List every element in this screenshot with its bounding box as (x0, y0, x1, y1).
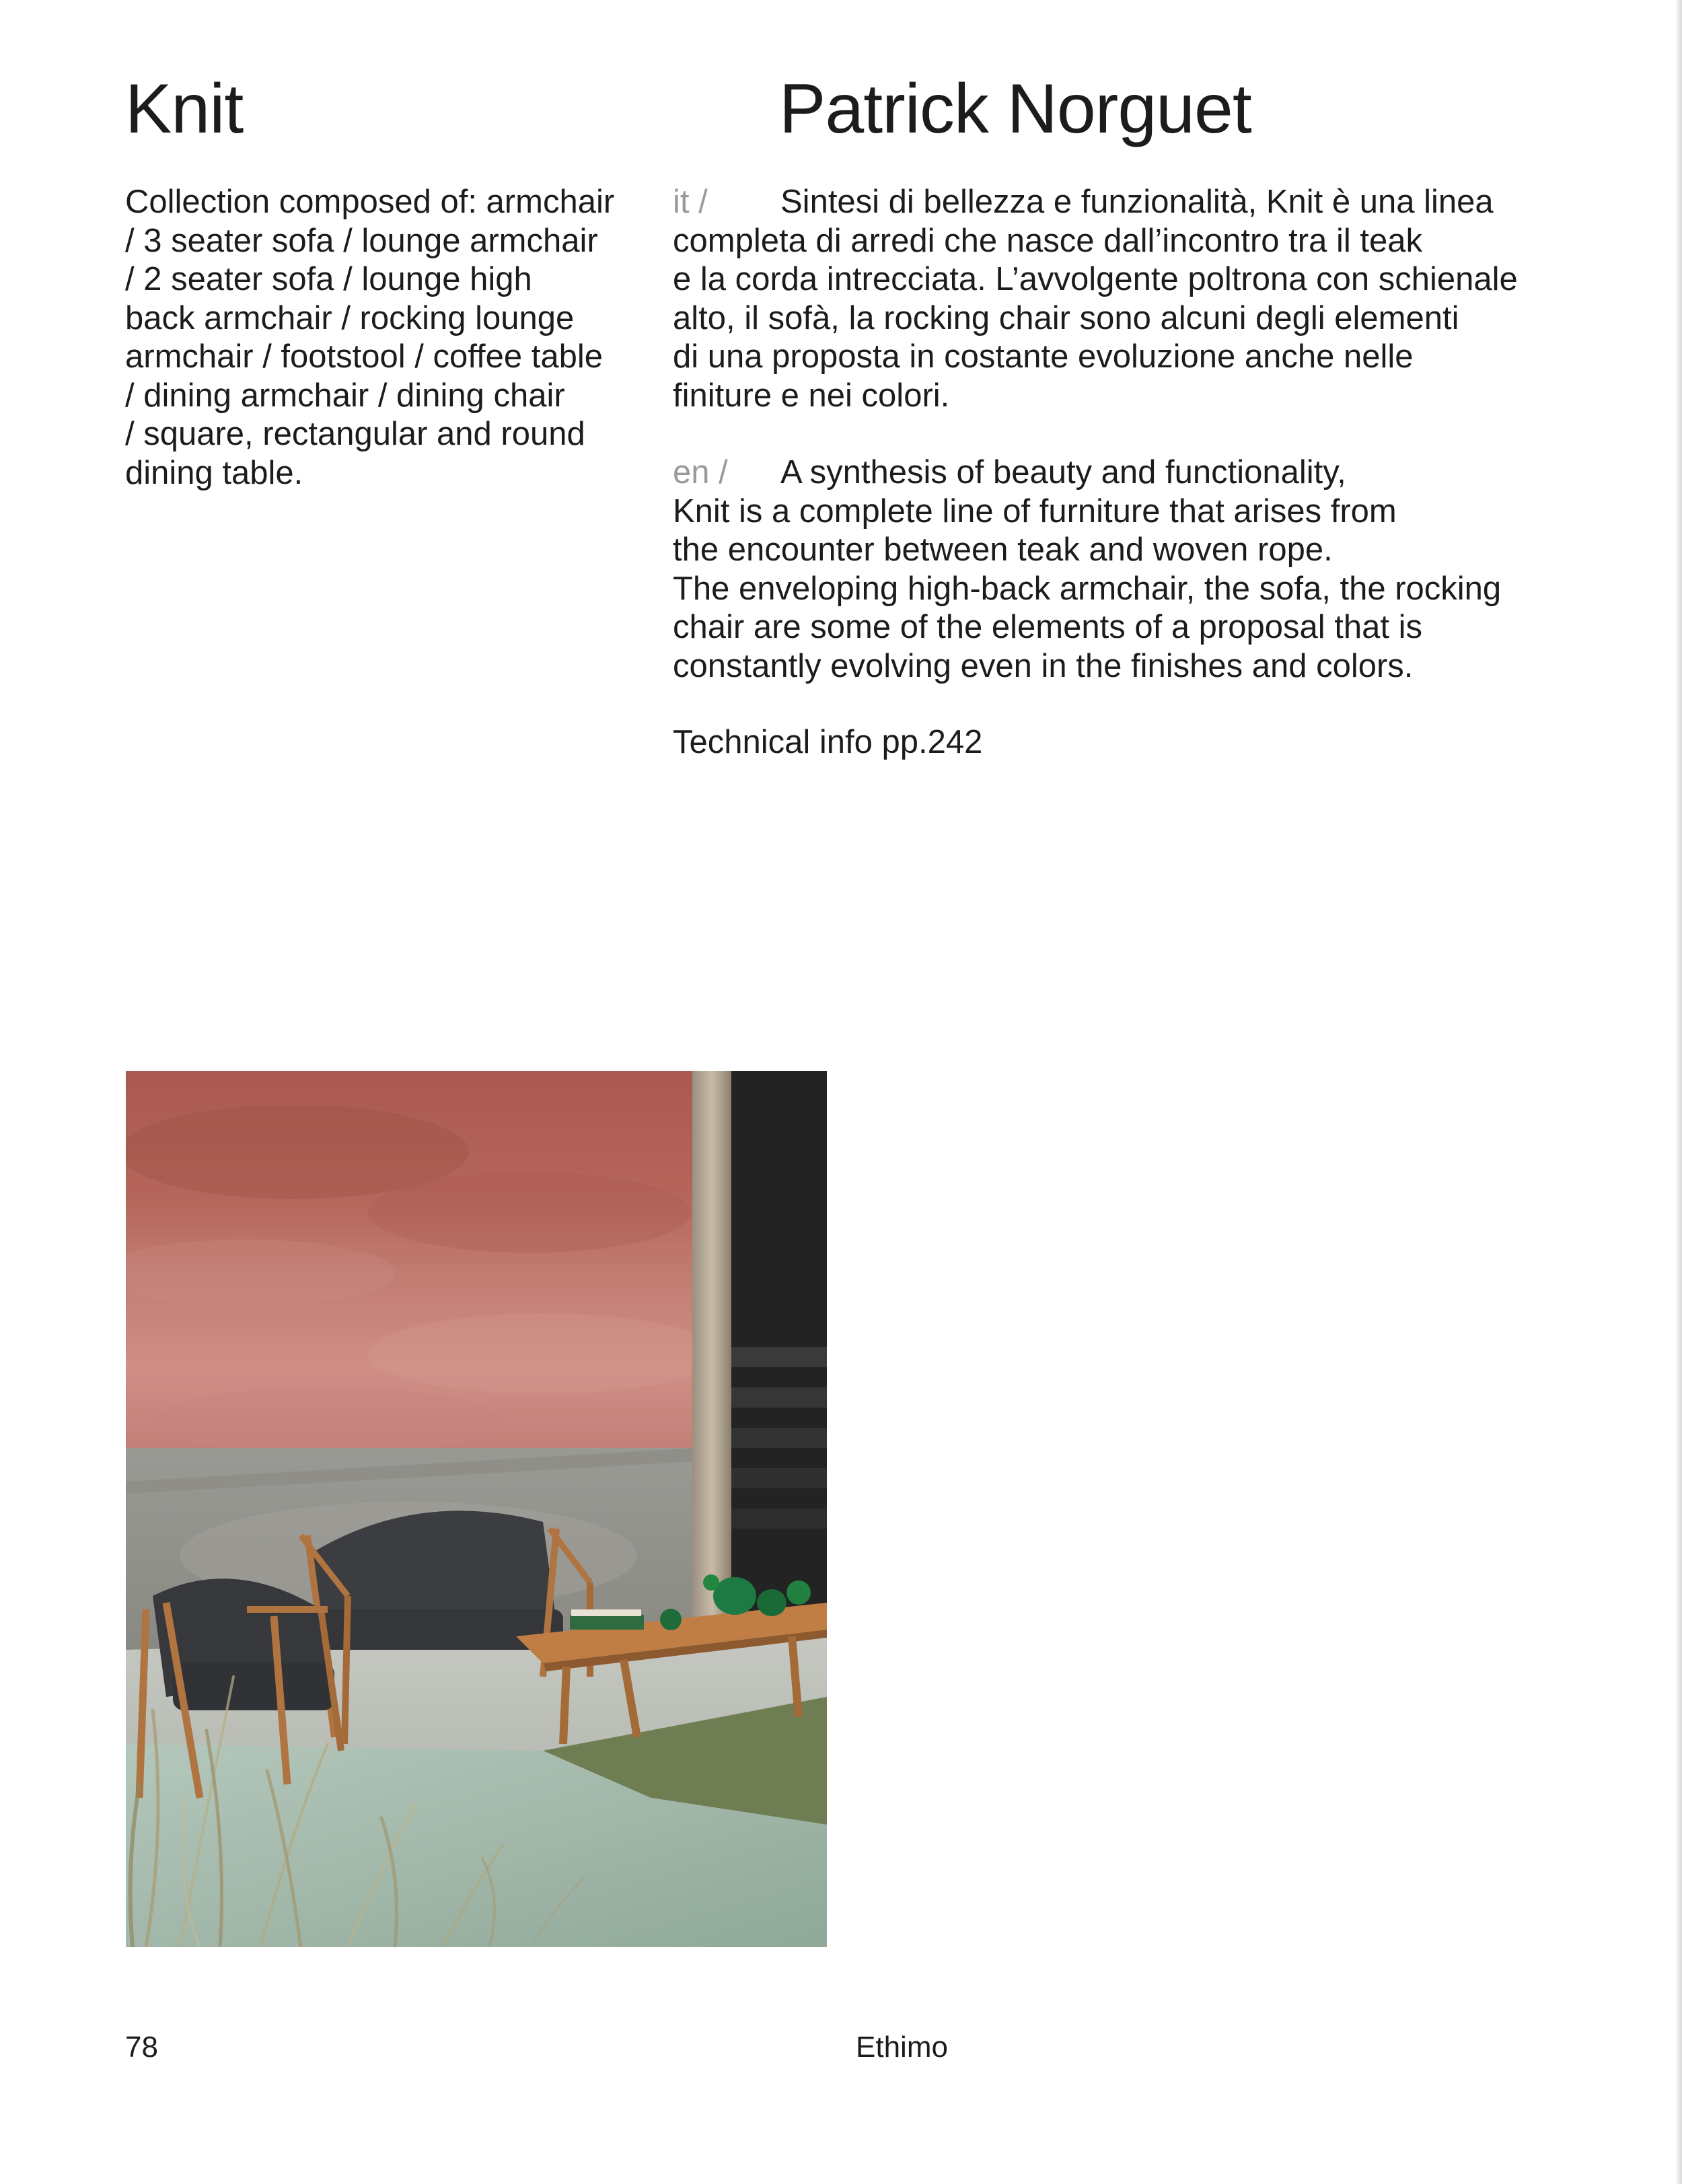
terracotta-wall (126, 1071, 718, 1482)
description-line: finiture e nei colori. (673, 377, 950, 414)
collection-line: Collection composed of: armchair (125, 184, 615, 220)
collection-line: dining table. (125, 454, 303, 491)
collection-line: / square, rectangular and round (125, 416, 585, 452)
description-italian (673, 183, 1574, 415)
collection-line: / 2 seater sofa / lounge high (125, 261, 532, 297)
description-line: constantly evolving even in the finishes and colors. (673, 647, 1414, 684)
language-tag-en: en / (673, 454, 728, 490)
page-edge-shadow (1677, 0, 1682, 2184)
description-line: en / A synthesis of beauty and functionality, (673, 453, 1574, 493)
collection-line: / dining armchair / dining chair (125, 377, 565, 414)
description-line: chair are some of the elements of a proposal that is (673, 609, 1422, 645)
brand-name: Ethimo (856, 2031, 948, 2064)
description-line: Knit is a complete line of furniture that arises from (673, 493, 1397, 530)
description-line: alto, il sofà, la rocking chair sono alcuni degli elementi (673, 299, 1459, 336)
description-line: The enveloping high-back armchair, the sofa, the rocking (673, 570, 1502, 607)
collection-line: back armchair / rocking lounge (125, 299, 575, 336)
collection-line: / 3 seater sofa / lounge armchair (125, 222, 598, 259)
technical-info-reference: Technical info pp.242 (673, 724, 983, 760)
description-line: it / Sintesi di bellezza e funzionalità, Knit è una linea (673, 183, 1574, 222)
collection-title: Knit (125, 70, 244, 148)
designer-name: Patrick Norguet (779, 70, 1251, 148)
language-tag-it: it / (673, 184, 708, 220)
description-line: the encounter between teak and woven rope. (673, 532, 1333, 568)
description-line: e la corda intrecciata. L’avvolgente poltrona con schienale (673, 261, 1518, 297)
description-line: di una proposta in costante evoluzione anche nelle (673, 338, 1414, 375)
collection-line: armchair / footstool / coffee table (125, 338, 603, 375)
description-english (673, 453, 1574, 686)
page-number: 78 (125, 2031, 158, 2064)
collection-composition (125, 183, 650, 493)
description-line: completa di arredi che nasce dall’incontro tra il teak (673, 222, 1422, 259)
product-photo (126, 1071, 827, 1947)
